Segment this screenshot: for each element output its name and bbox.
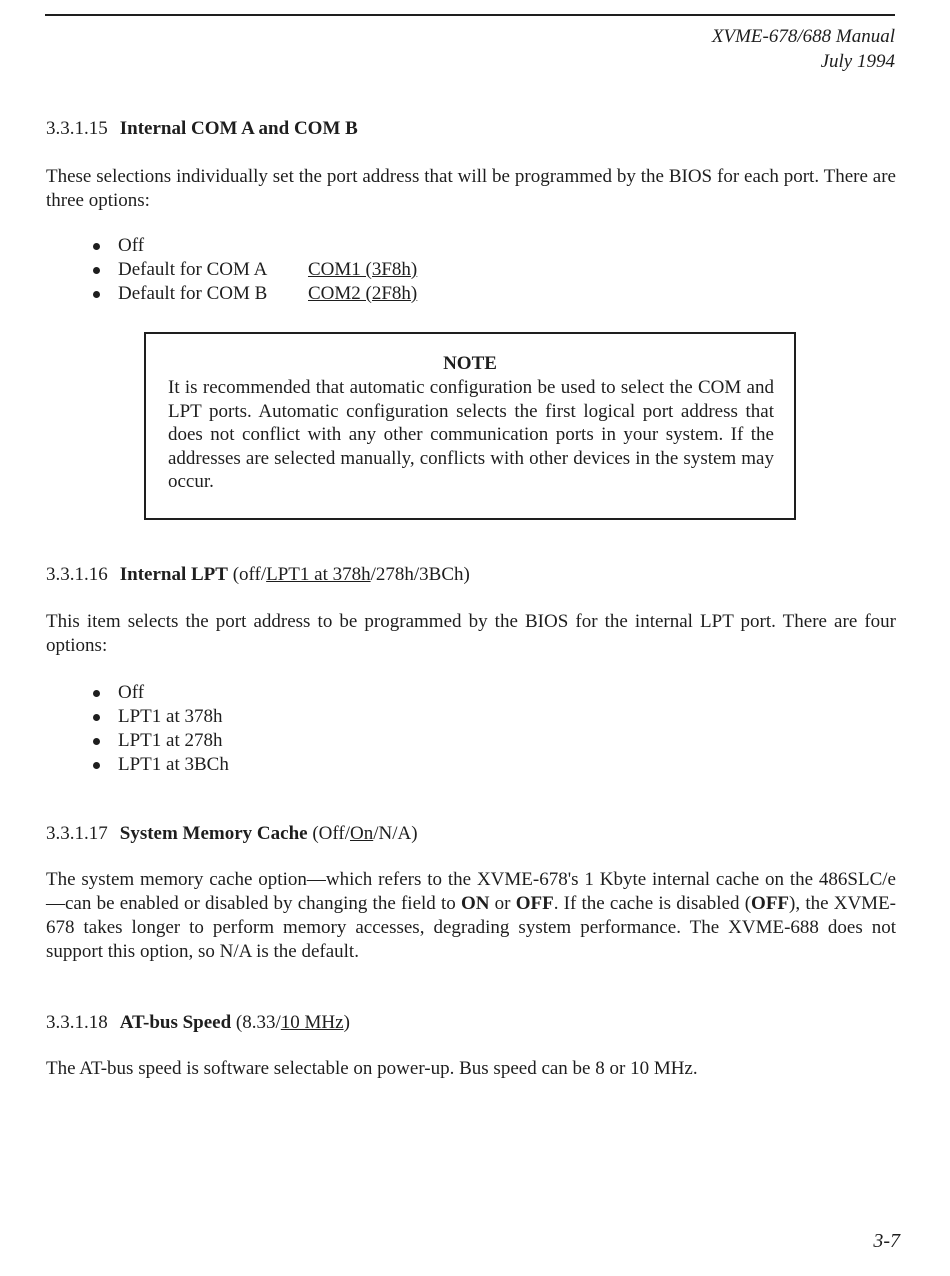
section-heading-3-3-1-16 [46,563,896,587]
off-keyword: OFF [515,893,554,914]
list-item: Default for COM B COM2 (2F8h) [90,282,417,306]
section-paragraph: These selections individually set the port address that will be programmed by the BIOS for each port. There are three options: [46,166,896,211]
header-rule [45,14,895,16]
section-number: 3.3.1.16 [46,564,108,585]
options-default: LPT1 at 378h [266,564,371,585]
list-item: LPT1 at 3BCh [90,753,229,777]
section-title: Internal COM A and COM B [119,118,358,139]
section-title: AT-bus Speed [119,1012,232,1033]
section-paragraph: The system memory cache option—which refers to the XVME-678's 1 Kbyte internal cache on the 486SLC/e—can be enabled or disabled by changing the field to ON or OFF. If the cache is disabled (OFF), the XVME-678 takes longer to perform memory accesses, degrading system performance. The XVME-688 does not support this option, so N/A is the default. [46,869,897,962]
section-number: 3.3.1.17 [46,823,108,844]
list-item: Off [90,681,229,705]
section-title: System Memory Cache [119,823,308,844]
section-paragraph: This item selects the port address to be programmed by the BIOS for the internal LPT port. There are four options: [46,611,896,656]
manual-title: XVME-678/688 Manual [711,26,895,47]
section-number: 3.3.1.15 [46,118,108,139]
options-close: /N/A) [373,823,418,844]
options-default: 10 MHz [280,1012,344,1033]
list-item: LPT1 at 378h [90,705,229,729]
options-open: (Off/ [312,823,350,844]
list-item: Default for COM A COM1 (3F8h) [90,258,417,282]
running-header [712,24,895,74]
list-item: LPT1 at 278h [90,729,229,753]
options-open: (8.33/ [235,1012,281,1033]
list-item: Off [90,234,417,258]
section-paragraph: The AT-bus speed is software selectable on power-up. Bus speed can be 8 or 10 MHz. [46,1058,698,1079]
section-number: 3.3.1.18 [46,1012,108,1033]
section-heading-3-3-1-18 [46,1011,896,1035]
options-close: /278h/3BCh) [370,564,470,585]
note-title: NOTE [443,353,497,374]
options-close: ) [343,1012,350,1033]
section-title: Internal LPT [119,564,228,585]
page-number: 3-7 [873,1230,900,1252]
note-text: It is recommended that automatic configuration be used to select the COM and LPT ports. Automatic configuration selects the first logical port address that does not conflict with any other communication ports in your system. If the addresses are selected manually, conflicts with other devices in the system may occur. [168,377,774,492]
section-heading-3-3-1-17 [46,822,896,846]
lpt-options-list [90,681,229,777]
section-heading-3-3-1-15 [46,117,896,141]
default-value: COM2 (2F8h) [308,283,418,304]
options-default: On [349,823,374,844]
manual-date: July 1994 [820,51,895,72]
options-open: (off/ [232,564,267,585]
com-options-list [90,234,417,306]
default-value: COM1 (3F8h) [308,259,418,280]
off-keyword: OFF [751,893,790,914]
on-keyword: ON [460,893,490,914]
note-box [144,332,796,520]
